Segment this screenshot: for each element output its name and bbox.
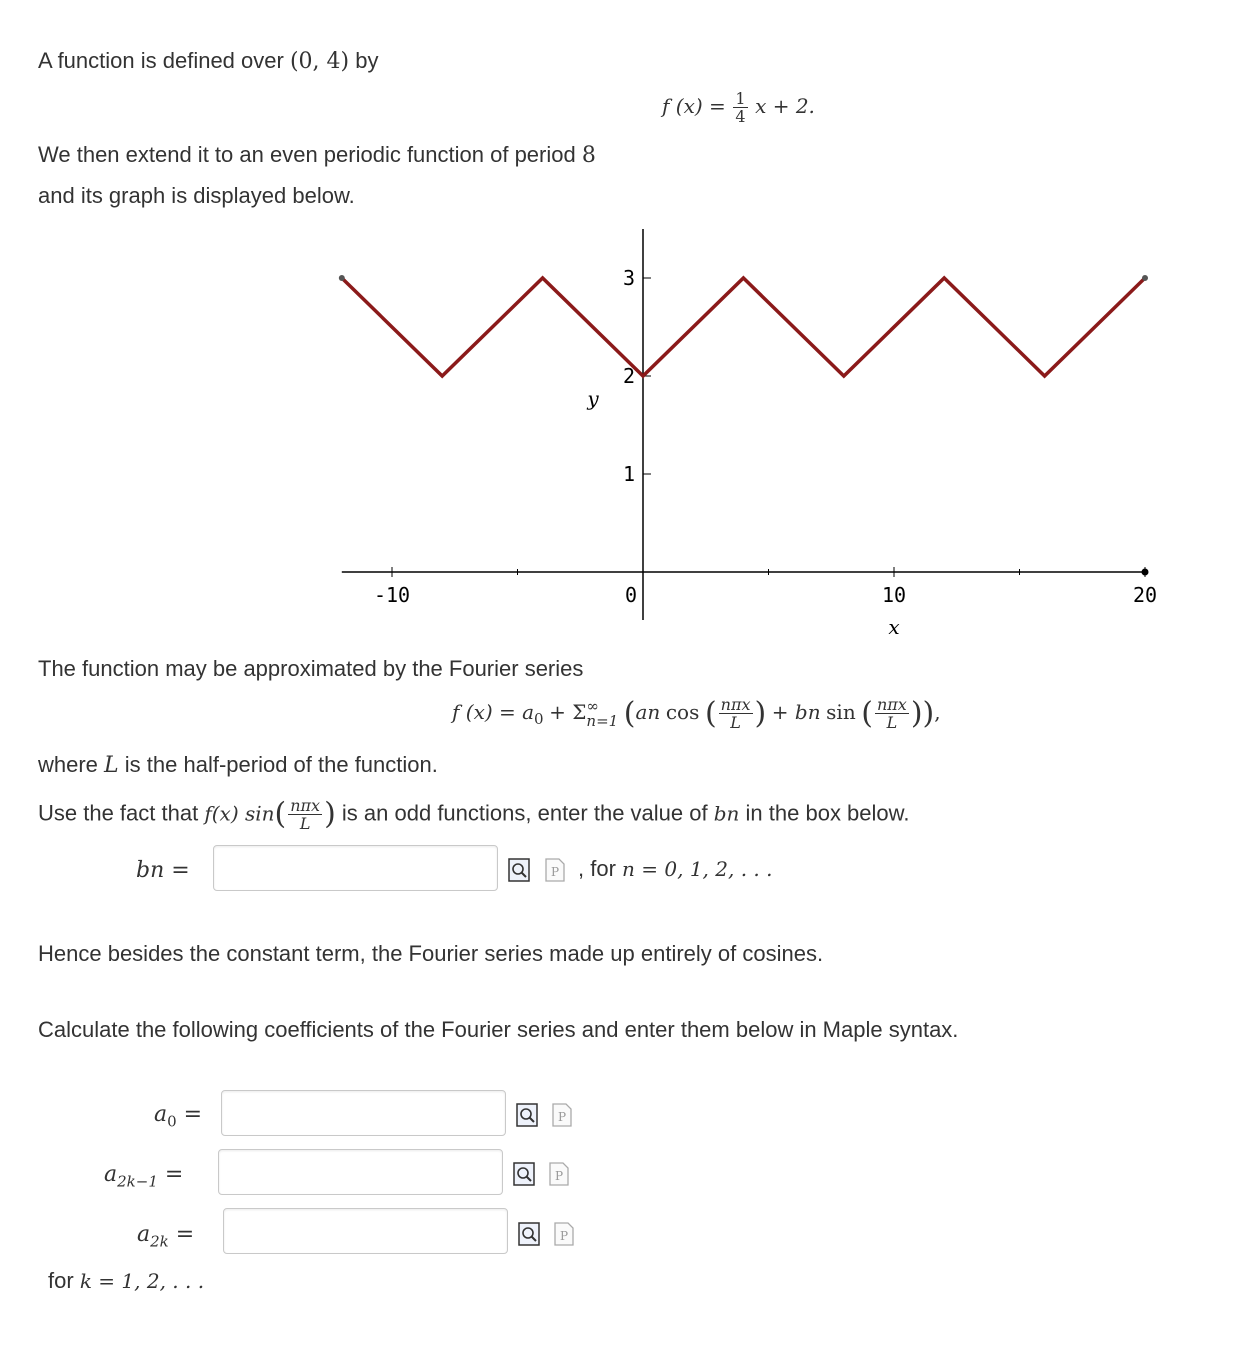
extend-text: We then extend it to an even periodic function of period	[38, 142, 576, 167]
series-a0-sub: 0	[534, 709, 544, 728]
series-lhs: f (x) = a	[452, 699, 535, 724]
preview-icon[interactable]	[513, 1162, 535, 1186]
y-tick-label: 2	[622, 364, 635, 388]
intro-line	[38, 47, 378, 76]
hence-text: Hence besides the constant term, the Fourier series made up entirely of cosines.	[38, 941, 824, 966]
fourier-series-formula: f $(x) = a_0 + \Sigma$ ∞ n=1 (an cos ( $\frac{\text{nπx}}{L}$ ) + bn sin ( $\frac{\text{nπx}}{L}$ )),	[452, 695, 941, 732]
cos-text: cos	[665, 699, 700, 724]
preview-icon[interactable]	[516, 1103, 538, 1127]
x-tick-label: -10	[373, 583, 411, 607]
function-curve	[342, 278, 1145, 376]
maple-syntax-icon[interactable]	[544, 858, 566, 882]
sin-fraction: $\frac{\text{nπx}}{L}$	[876, 695, 907, 732]
graph-intro-text: and its graph is displayed below.	[38, 183, 355, 208]
periodic-function-graph	[0, 220, 1240, 640]
sin-text: sin	[826, 699, 856, 724]
curve-end-marker	[1142, 275, 1148, 281]
a0-label: $a_0$ =	[154, 1102, 203, 1131]
maple-syntax-icon[interactable]	[551, 1103, 573, 1127]
definition-lhs: f (x) =	[662, 93, 726, 118]
definition-fraction: $\frac{1}{4}$	[735, 89, 746, 126]
x-tick-label: 10	[881, 583, 907, 607]
y-tick-label: 1	[622, 462, 635, 486]
maple-syntax-icon[interactable]	[553, 1222, 575, 1246]
a0-input[interactable]	[221, 1090, 506, 1136]
a2k-1-input[interactable]	[218, 1149, 503, 1195]
maple-syntax-icon[interactable]	[548, 1162, 570, 1186]
function-definition	[662, 90, 815, 125]
preview-icon[interactable]	[518, 1222, 540, 1246]
an-term: an	[635, 699, 661, 724]
sum-symbol: + Σ	[549, 699, 587, 724]
half-period-line: where L is the half-period of the function.	[38, 752, 438, 778]
origin-tick-label: 0	[624, 583, 637, 607]
intro-suffix: by	[355, 48, 379, 73]
intro-text: A function is defined over	[38, 48, 284, 73]
bn-input[interactable]	[213, 845, 498, 891]
a2k-input[interactable]	[223, 1208, 508, 1254]
svg-text:P: P	[560, 1229, 569, 1243]
a2k-label: $a_{2k}$ =	[137, 1222, 195, 1251]
x-tick-label: 20	[1132, 583, 1158, 607]
period-value: 8	[581, 143, 596, 168]
svg-text:P: P	[558, 1110, 567, 1124]
y-axis-label: y	[587, 386, 599, 411]
extend-line	[38, 141, 596, 170]
bn-term: + bn	[771, 699, 821, 724]
fourier-intro-text: The function may be approximated by the Fourier series	[38, 656, 584, 681]
curve-start-marker	[339, 275, 345, 281]
cos-fraction: $\frac{\text{nπx}}{L}$	[720, 695, 751, 732]
x-axis-label: x	[888, 615, 900, 639]
open-paren: (	[623, 696, 636, 731]
k-range: for k = 1, 2, . . .	[48, 1268, 205, 1293]
calc-instructions: Calculate the following coefficients of the Fourier series and enter them below in Maple syntax.	[38, 1017, 959, 1042]
definition-rhs: x + 2.	[755, 93, 815, 118]
sum-limits: ∞ n=1	[586, 696, 619, 730]
preview-icon[interactable]	[508, 858, 530, 882]
svg-text:P: P	[551, 865, 560, 879]
odd-function-line: Use the fact that f(x) sin( $\frac{\text{nπx}}{L}$ ) is an odd functions, enter the value of bn in the box below.	[38, 796, 910, 833]
bn-range: , for n = 0, 1, 2, . . .	[578, 856, 773, 881]
svg-text:P: P	[555, 1169, 564, 1183]
a2k-1-label: $a_{2k-1}$ =	[104, 1162, 184, 1191]
y-tick-label: 3	[622, 266, 635, 290]
bn-label: bn =	[136, 858, 190, 883]
interval: (0, 4)	[289, 49, 350, 74]
